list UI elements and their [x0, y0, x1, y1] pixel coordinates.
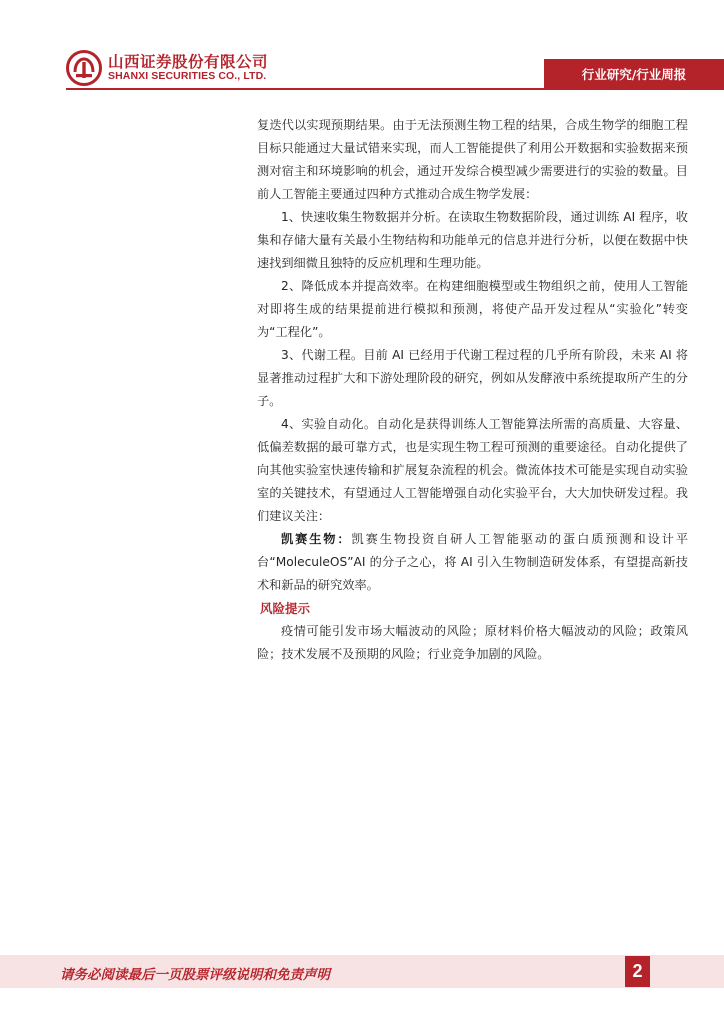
recommendation-paragraph [257, 528, 688, 597]
risk-heading: 风险提示 [260, 601, 311, 616]
recommendation-text: 凯赛生物投资自研人工智能驱动的蛋白质预测和设计平台“MoleculeOS”AI 的分子之心，将 AI 引入生物制造研发体系，有望提高新技术和新品的研究效率。 [257, 532, 689, 592]
report-type-label: 行业研究/行业周报 [581, 67, 687, 82]
shanxi-securities-logo-icon [66, 50, 102, 86]
body-paragraph: 1、快速收集生物数据并分析。在读取生物数据阶段，通过训练 AI 程序，收集和存储大量有关最小生物结构和功能单元的信息并进行分析，以便在数据中快速找到细微且独特的反应机理和生理功能。 [257, 210, 688, 270]
report-type-tab [544, 59, 724, 88]
recommendation-company: 凯赛生物： [281, 532, 352, 546]
header-divider [66, 88, 724, 90]
body-paragraph: 4、实验自动化。自动化是获得训练人工智能算法所需的高质量、大容量、低偏差数据的最可靠方式，也是实现生物工程可预测的重要途径。自动化提供了向其他实验室快速传输和扩展复杂流程的机会。微流体技术可能是实现自动实验室的关键技术，有望通过人工智能增强自动化实验平台，大大加快研发过程。我们建议关注： [257, 417, 688, 523]
risk-paragraph: 疫情可能引发市场大幅波动的风险；原材料价格大幅波动的风险；政策风险；技术发展不及预期的风险；行业竞争加剧的风险。 [257, 624, 688, 661]
page-number: 2 [625, 956, 650, 987]
body-paragraph: 复迭代以实现预期结果。由于无法预测生物工程的结果，合成生物学的细胞工程目标只能通过大量试错来实现，而人工智能提供了利用公开数据和实验数据来预测对宿主和环境影响的机会，通过开发综合模型减少需要进行的实验的数量。目前人工智能主要通过四种方式推动合成生物学发展： [257, 118, 688, 201]
body-paragraph: 2、降低成本并提高效率。在构建细胞模型或生物组织之前，使用人工智能对即将生成的结果提前进行模拟和预测，将使产品开发过程从“实验化”转变为“工程化”。 [257, 279, 688, 339]
report-body [257, 114, 688, 666]
company-name-en: SHANXI SECURITIES CO., LTD. [108, 70, 267, 82]
page-footer [0, 955, 724, 988]
body-paragraph: 3、代谢工程。目前 AI 已经用于代谢工程过程的几乎所有阶段，未来 AI 将显著推动过程扩大和下游处理阶段的研究，例如从发酵液中系统提取所产生的分子。 [257, 348, 688, 408]
disclaimer-text: 请务必阅读最后一页股票评级说明和免责声明 [60, 967, 330, 983]
page-header [0, 0, 724, 95]
company-name-cn: 山西证券股份有限公司 [108, 53, 269, 71]
